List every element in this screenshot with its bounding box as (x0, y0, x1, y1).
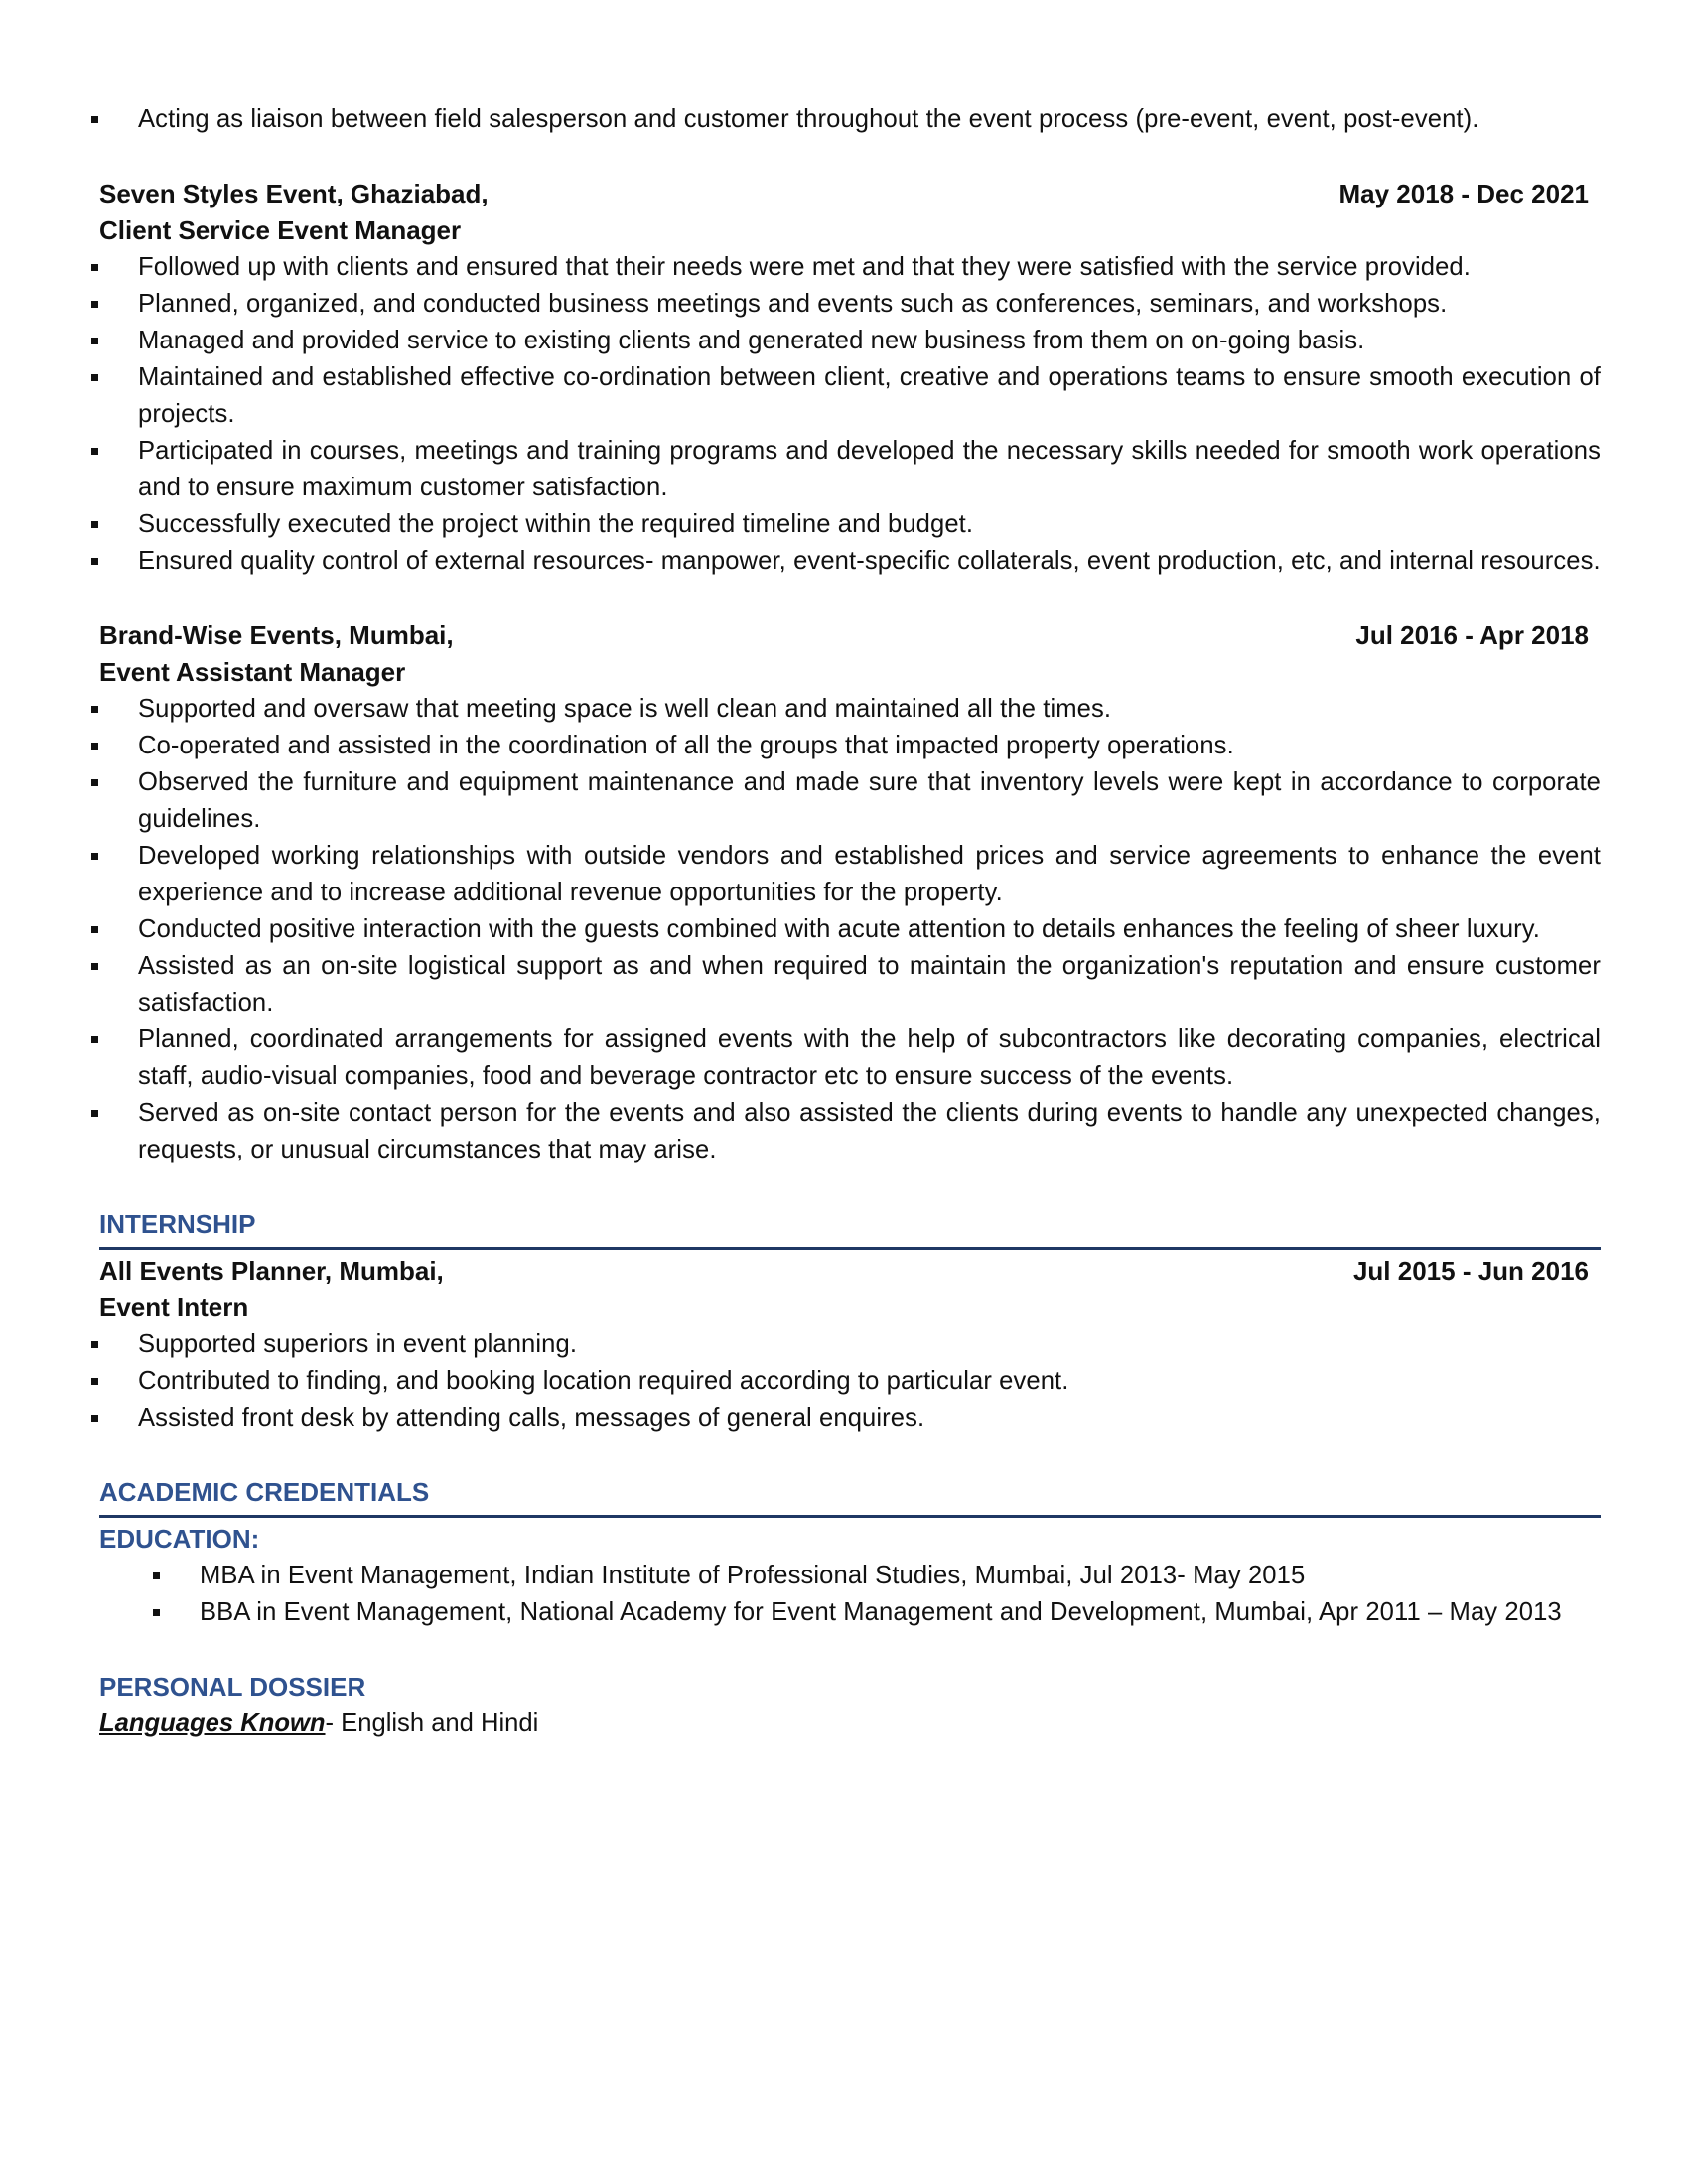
education-list (99, 1558, 1601, 1631)
job-entry-brand-wise (99, 617, 1601, 1168)
square-bullet-icon (91, 521, 98, 528)
square-bullet-icon (91, 448, 98, 455)
square-bullet-icon (91, 926, 98, 933)
resume-content (99, 101, 1601, 1742)
square-bullet-icon (153, 1572, 160, 1579)
square-bullet-icon (91, 1110, 98, 1117)
bullet-item: Developed working relationships with outside vendors and established prices and service agreements to enhance the event experience and to increase additional revenue opportunities for the property. (99, 838, 1601, 911)
square-bullet-icon (91, 558, 98, 565)
education-item: MBA in Event Management, Indian Institute of Professional Studies, Mumbai, Jul 2013- May 2015 (99, 1558, 1601, 1594)
job-role: Client Service Event Manager (99, 215, 462, 245)
section-title-personal: PERSONAL DOSSIER (99, 1672, 366, 1702)
bullet-item: Maintained and established effective co-ordination between client, creative and operations teams to ensure smooth execution of projects. (99, 359, 1601, 433)
bullet-item: Successfully executed the project within the required timeline and budget. (99, 506, 1601, 543)
bullet-item: Assisted front desk by attending calls, messages of general enquires. (99, 1400, 1601, 1436)
company-name: Brand-Wise Events, Mumbai, (99, 620, 454, 650)
company-name: Seven Styles Event, Ghaziabad, (99, 179, 489, 208)
bullet-item: Managed and provided service to existing clients and generated new business from them on on-going basis. (99, 323, 1601, 359)
education-item: BBA in Event Management, National Academy for Event Management and Development, Mumbai, Apr 2011 – May 2013 (99, 1594, 1601, 1631)
bullet-item: Served as on-site contact person for the events and also assisted the clients during events to handle any unexpected changes, requests, or unusual circumstances that may arise. (99, 1095, 1601, 1168)
job-dates: Jul 2015 - Jun 2016 (1352, 1256, 1589, 1286)
bullet-item: Participated in courses, meetings and training programs and developed the necessary skills needed for smooth work operations and to ensure maximum customer satisfaction. (99, 433, 1601, 506)
job-role: Event Intern (99, 1293, 249, 1322)
square-bullet-icon (153, 1609, 160, 1616)
job-entry-seven-styles (99, 176, 1601, 580)
job-dates: May 2018 - Dec 2021 (1338, 179, 1589, 208)
square-bullet-icon (91, 1378, 98, 1385)
square-bullet-icon (91, 706, 98, 713)
bullet-item: Co-operated and assisted in the coordination of all the groups that impacted property operations. (99, 728, 1601, 764)
bullet-item: Observed the furniture and equipment maintenance and made sure that inventory levels were kept in accordance to corporate guidelines. (99, 764, 1601, 838)
job-bullet-list (99, 691, 1601, 1168)
job-header (99, 617, 1601, 654)
languages-value: - English and Hindi (325, 1709, 539, 1737)
job-dates: Jul 2016 - Apr 2018 (1355, 620, 1589, 650)
square-bullet-icon (91, 1341, 98, 1348)
languages-label: Languages Known (99, 1709, 326, 1737)
job-entry-internship (99, 1253, 1601, 1436)
languages-line (99, 1706, 1601, 1742)
bullet-item: Planned, coordinated arrangements for assigned events with the help of subcontractors like decorating companies, electrical staff, audio-visual companies, food and beverage contractor etc to ensure success of the events. (99, 1022, 1601, 1095)
continued-bullet-list (99, 101, 1601, 138)
square-bullet-icon (91, 743, 98, 750)
square-bullet-icon (91, 1036, 98, 1043)
job-role: Event Assistant Manager (99, 657, 406, 687)
bullet-item: Conducted positive interaction with the guests combined with acute attention to details enhances the feeling of sheer luxury. (99, 911, 1601, 948)
square-bullet-icon (91, 779, 98, 786)
bullet-item: Assisted as an on-site logistical support as and when required to maintain the organization's reputation and ensure customer satisfaction. (99, 948, 1601, 1022)
bullet-item: Supported superiors in event planning. (99, 1326, 1601, 1363)
section-title-internship: INTERNSHIP (99, 1206, 1601, 1250)
square-bullet-icon (91, 374, 98, 381)
education-label: EDUCATION: (99, 1524, 260, 1554)
square-bullet-icon (91, 301, 98, 308)
square-bullet-icon (91, 1415, 98, 1422)
job-header (99, 176, 1601, 212)
bullet-item: Supported and oversaw that meeting space is well clean and maintained all the times. (99, 691, 1601, 728)
company-name: All Events Planner, Mumbai, (99, 1256, 444, 1286)
bullet-item: Ensured quality control of external resources- manpower, event-specific collaterals, event production, etc, and internal resources. (99, 543, 1601, 580)
square-bullet-icon (91, 264, 98, 271)
bullet-item: Planned, organized, and conducted business meetings and events such as conferences, seminars, and workshops. (99, 286, 1601, 323)
job-header (99, 1253, 1601, 1290)
job-bullet-list (99, 1326, 1601, 1436)
square-bullet-icon (91, 116, 98, 123)
square-bullet-icon (91, 853, 98, 860)
bullet-item: Followed up with clients and ensured that their needs were met and that they were satisfied with the service provided. (99, 249, 1601, 286)
bullet-item: Contributed to finding, and booking location required according to particular event. (99, 1363, 1601, 1400)
job-bullet-list (99, 249, 1601, 580)
section-title-academic: ACADEMIC CREDENTIALS (99, 1474, 1601, 1518)
bullet-item: Acting as liaison between field salesperson and customer throughout the event process (pre-event, event, post-event). (99, 101, 1601, 138)
square-bullet-icon (91, 338, 98, 344)
square-bullet-icon (91, 963, 98, 970)
